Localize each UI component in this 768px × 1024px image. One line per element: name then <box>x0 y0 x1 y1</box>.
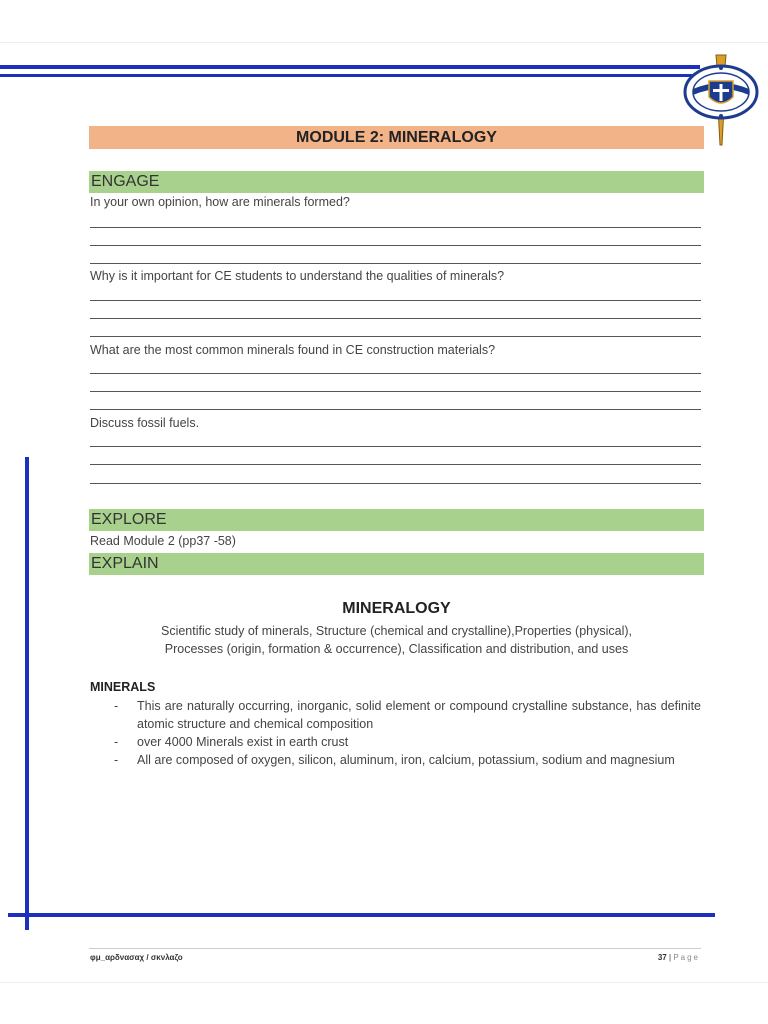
answer-line[interactable] <box>90 227 701 228</box>
definition-line-2: Processes (origin, formation & occurrence), Classification and distribution, and uses <box>164 642 629 656</box>
mineralogy-title: MINERALOGY <box>342 600 451 617</box>
answer-line[interactable] <box>90 336 701 337</box>
answer-line[interactable] <box>90 483 701 484</box>
footer-author: φμ_αρδνασαχ / σκνλαζο <box>90 953 183 962</box>
page-separator: | <box>669 953 672 962</box>
answer-line[interactable] <box>90 409 701 410</box>
answer-line[interactable] <box>90 263 701 264</box>
answer-line[interactable] <box>90 300 701 301</box>
page-bottom-edge <box>0 982 768 983</box>
left-margin-rule <box>25 457 29 930</box>
list-item-text: This are naturally occurring, inorganic, solid element or compound crystalline substance, has definite atomic structure and chemical composition <box>137 699 701 731</box>
footer-rule <box>89 948 701 949</box>
engage-question-4: Discuss fossil fuels. <box>90 416 200 430</box>
page-top-edge <box>0 42 768 43</box>
definition-line-1: Scientific study of minerals, Structure (chemical and crystalline),Properties (physical), <box>160 624 632 638</box>
header-rule-thick <box>0 65 700 69</box>
list-item <box>90 751 701 769</box>
answer-line[interactable] <box>90 318 701 319</box>
answer-line[interactable] <box>90 464 701 465</box>
answer-line[interactable] <box>90 446 701 447</box>
list-item <box>90 733 701 751</box>
page-number: 37 <box>657 953 667 962</box>
footer-page <box>600 953 700 962</box>
bullet-dash: - <box>114 753 119 767</box>
explore-heading: EXPLORE <box>89 509 704 531</box>
footer-blue-rule <box>8 913 715 917</box>
list-item-text: All are composed of oxygen, silicon, aluminum, iron, calcium, potassium, sodium and magnesium <box>137 753 675 767</box>
answer-line[interactable] <box>90 245 701 246</box>
minerals-list <box>90 697 701 769</box>
minerals-heading: MINERALS <box>90 680 156 694</box>
engage-question-3: What are the most common minerals found in CE construction materials? <box>90 343 496 357</box>
module-title: MODULE 2: MINERALOGY <box>89 126 704 149</box>
engage-question-1: In your own opinion, how are minerals formed? <box>90 195 350 209</box>
bullet-dash: - <box>114 699 119 713</box>
answer-line[interactable] <box>90 373 701 374</box>
answer-line[interactable] <box>90 391 701 392</box>
engage-heading: ENGAGE <box>89 171 704 193</box>
header-rule-thin <box>0 74 700 77</box>
engage-question-2: Why is it important for CE students to understand the qualities of minerals? <box>90 269 505 283</box>
bullet-dash: - <box>114 735 119 749</box>
list-item-text: over 4000 Minerals exist in earth crust <box>137 735 349 749</box>
explore-text: Read Module 2 (pp37 -58) <box>90 534 236 548</box>
list-item <box>90 697 701 733</box>
explain-heading: EXPLAIN <box>89 553 704 575</box>
page-label: Page <box>673 953 700 962</box>
